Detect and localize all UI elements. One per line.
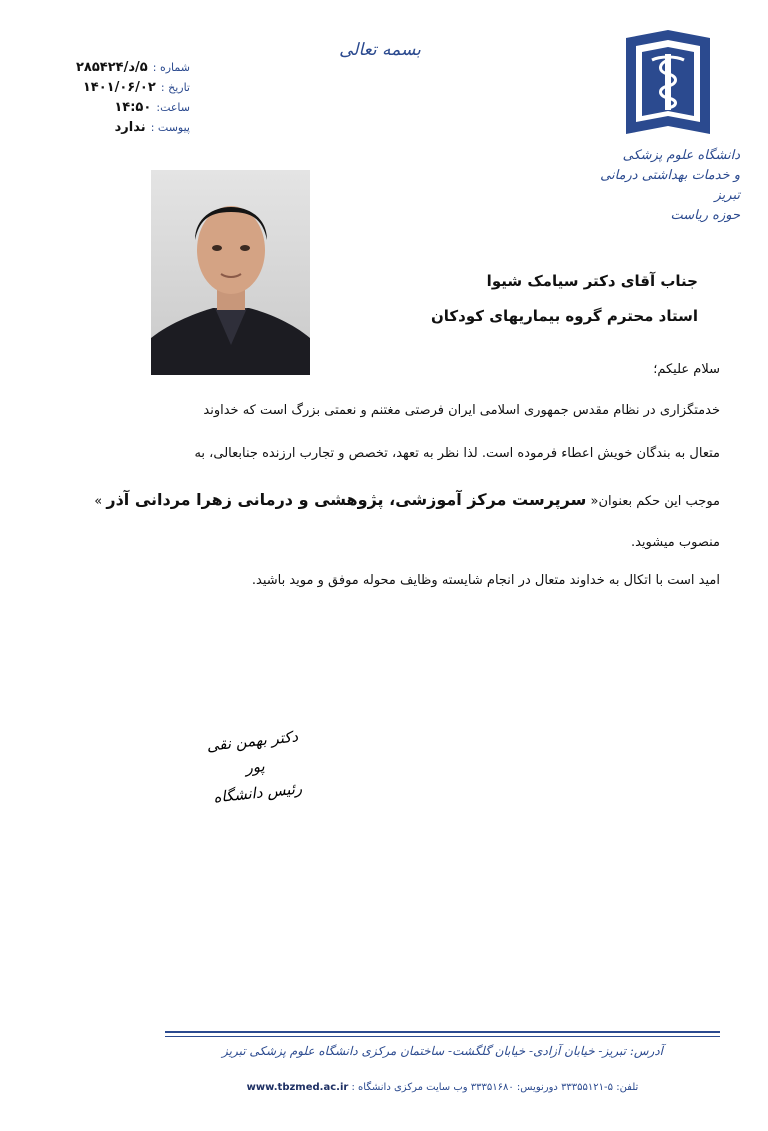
bismillah-heading: بسمه تعالی — [339, 40, 421, 60]
body-paragraph-3 — [48, 490, 720, 509]
body-paragraph-5: امید است با اتکال به خداوند متعال در انجام شایسته وظایف محوله موفق و موید باشید. — [251, 573, 720, 588]
university-line-2: و خدمات بهداشتی درمانی تبریز — [600, 168, 740, 203]
meta-date-value: ۱۴۰۱/۰۶/۰۲ — [82, 80, 156, 95]
body-paragraph-2: متعال به بندگان خویش اعطاء فرموده است. لذا نظر به تعهد، تخصص و تجارب ارزنده جنابعالی، به — [194, 446, 720, 461]
meta-time-value: ۱۴:۵۰ — [114, 100, 152, 115]
meta-attachment-value: ندارد — [114, 120, 146, 135]
meta-time — [40, 96, 190, 116]
addressee-name: جناب آقای دکتر سیامک شیوا — [486, 272, 698, 290]
appointment-prefix: موجب این حکم بعنوان« — [590, 494, 720, 509]
meta-number-label: شماره : — [152, 61, 190, 74]
meta-attachment-label: پیوست : — [150, 121, 190, 134]
body-paragraph-1: خدمتگزاری در نظام مقدس جمهوری اسلامی ایران فرصتی مغتنم و نعمتی بزرگ است که خداوند — [203, 403, 720, 418]
signature — [196, 722, 314, 811]
addressee — [278, 264, 698, 334]
appointment-suffix: » — [94, 494, 103, 509]
meta-number — [40, 56, 190, 76]
footer-divider-thin — [165, 1036, 720, 1037]
footer-divider — [165, 1031, 720, 1033]
meta-number-value: ۵/د/۲۸۵۴۲۴ — [75, 60, 148, 75]
footer-website-link[interactable]: www.tbzmed.ac.ir — [246, 1082, 349, 1093]
body-paragraph-4: منصوب میشوید. — [630, 535, 720, 550]
meta-date — [40, 76, 190, 96]
university-line-3: حوزه ریاست — [670, 208, 740, 223]
signature-title: رئیس دانشگاه — [212, 779, 303, 807]
university-line-1: دانشگاه علوم پزشکی — [622, 148, 740, 163]
appointment-title: سرپرست مرکز آموزشی، پژوهشی و درمانی زهرا مردانی آذر — [106, 490, 587, 509]
meta-attachment — [40, 116, 190, 136]
footer-phone: تلفن: ۵-۳۳۳۵۵۱۲۱ دورنویس: ۳۳۳۵۱۶۸۰ وب سایت مرکزی دانشگاه : — [351, 1082, 639, 1093]
footer-contact — [165, 1082, 720, 1093]
letter-meta — [40, 56, 190, 136]
addressee-title: استاد محترم گروه بیماریهای کودکان — [431, 307, 698, 325]
university-name — [590, 146, 740, 226]
meta-time-label: ساعت: — [156, 101, 190, 114]
signature-name: دکتر بهمن نقی پور — [205, 727, 299, 777]
greeting: سلام علیکم؛ — [653, 362, 720, 377]
footer-address: آدرس: تبریز- خیابان آزادی- خیابان گلگشت- ساختمان مرکزی دانشگاه علوم پزشکی تبریز — [221, 1044, 663, 1058]
meta-date-label: تاریخ : — [160, 81, 190, 94]
university-logo-icon — [622, 30, 714, 138]
